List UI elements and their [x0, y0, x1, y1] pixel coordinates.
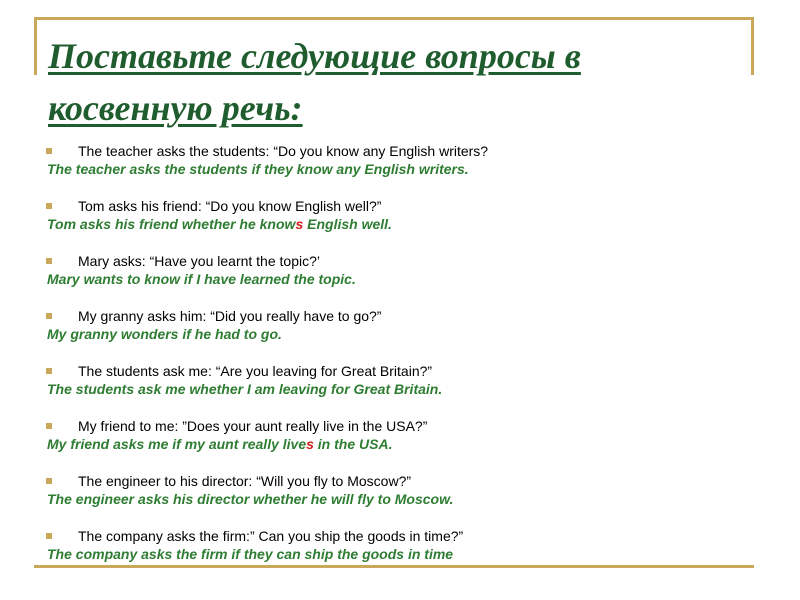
indirect-answer — [47, 270, 356, 288]
square-bullet-icon — [46, 258, 52, 264]
square-bullet-icon — [46, 368, 52, 374]
indirect-answer — [47, 545, 453, 563]
indirect-answer — [47, 325, 282, 343]
slide-title: Поставьте следующие вопросы в косвенную речь: — [48, 36, 581, 128]
exercise-list — [0, 142, 800, 582]
frame-line-left — [34, 17, 37, 75]
direct-question: My granny asks him: “Did you really have to go?” — [78, 308, 382, 324]
square-bullet-icon — [46, 423, 52, 429]
square-bullet-icon — [46, 533, 52, 539]
square-bullet-icon — [46, 478, 52, 484]
exercise-item — [0, 307, 800, 362]
answer-text-end: in the USA. — [313, 436, 393, 452]
direct-question: The teacher asks the students: “Do you know any English writers? — [78, 143, 489, 159]
exercise-item — [0, 142, 800, 197]
exercise-item — [0, 417, 800, 472]
direct-question: My friend to me: ”Does your aunt really live in the USA?” — [78, 418, 428, 434]
answer-text: The teacher asks the students if they know any English writers. — [47, 161, 469, 177]
exercise-item — [0, 252, 800, 307]
indirect-answer — [47, 215, 392, 233]
direct-question: The company asks the firm:” Can you ship the goods in time?” — [78, 528, 464, 544]
answer-text: The engineer asks his director whether he will fly to Moscow. — [47, 491, 454, 507]
exercise-item — [0, 527, 800, 582]
answer-highlight: s — [295, 216, 304, 232]
square-bullet-icon — [46, 313, 52, 319]
direct-question: Tom asks his friend: “Do you know English well?” — [78, 198, 382, 214]
answer-text: The company asks the firm if they can ship the goods in time — [47, 546, 454, 562]
answer-text: My granny wonders if he had to go. — [47, 326, 282, 342]
answer-highlight: s — [306, 436, 314, 452]
exercise-item — [0, 472, 800, 527]
square-bullet-icon — [46, 148, 52, 154]
frame-line-right — [751, 17, 754, 75]
exercise-item — [0, 362, 800, 417]
answer-text-end: English well. — [303, 216, 392, 232]
square-bullet-icon — [46, 203, 52, 209]
answer-text: The students ask me whether I am leaving for Great Britain. — [47, 381, 443, 397]
frame-line-top — [34, 17, 754, 20]
direct-question: The engineer to his director: “Will you fly to Moscow?” — [78, 473, 412, 489]
answer-text: Mary wants to know if I have learned the topic. — [47, 271, 356, 287]
exercise-item — [0, 197, 800, 252]
indirect-answer — [47, 435, 392, 453]
indirect-answer — [47, 490, 453, 508]
direct-question: The students ask me: “Are you leaving for Great Britain?” — [78, 363, 433, 379]
direct-question: Mary asks: “Have you learnt the topic?’ — [78, 253, 320, 269]
answer-text: My friend asks me if my aunt really live — [47, 436, 307, 452]
indirect-answer — [47, 380, 442, 398]
answer-text: Tom asks his friend whether he know — [47, 216, 296, 232]
indirect-answer — [47, 160, 469, 178]
